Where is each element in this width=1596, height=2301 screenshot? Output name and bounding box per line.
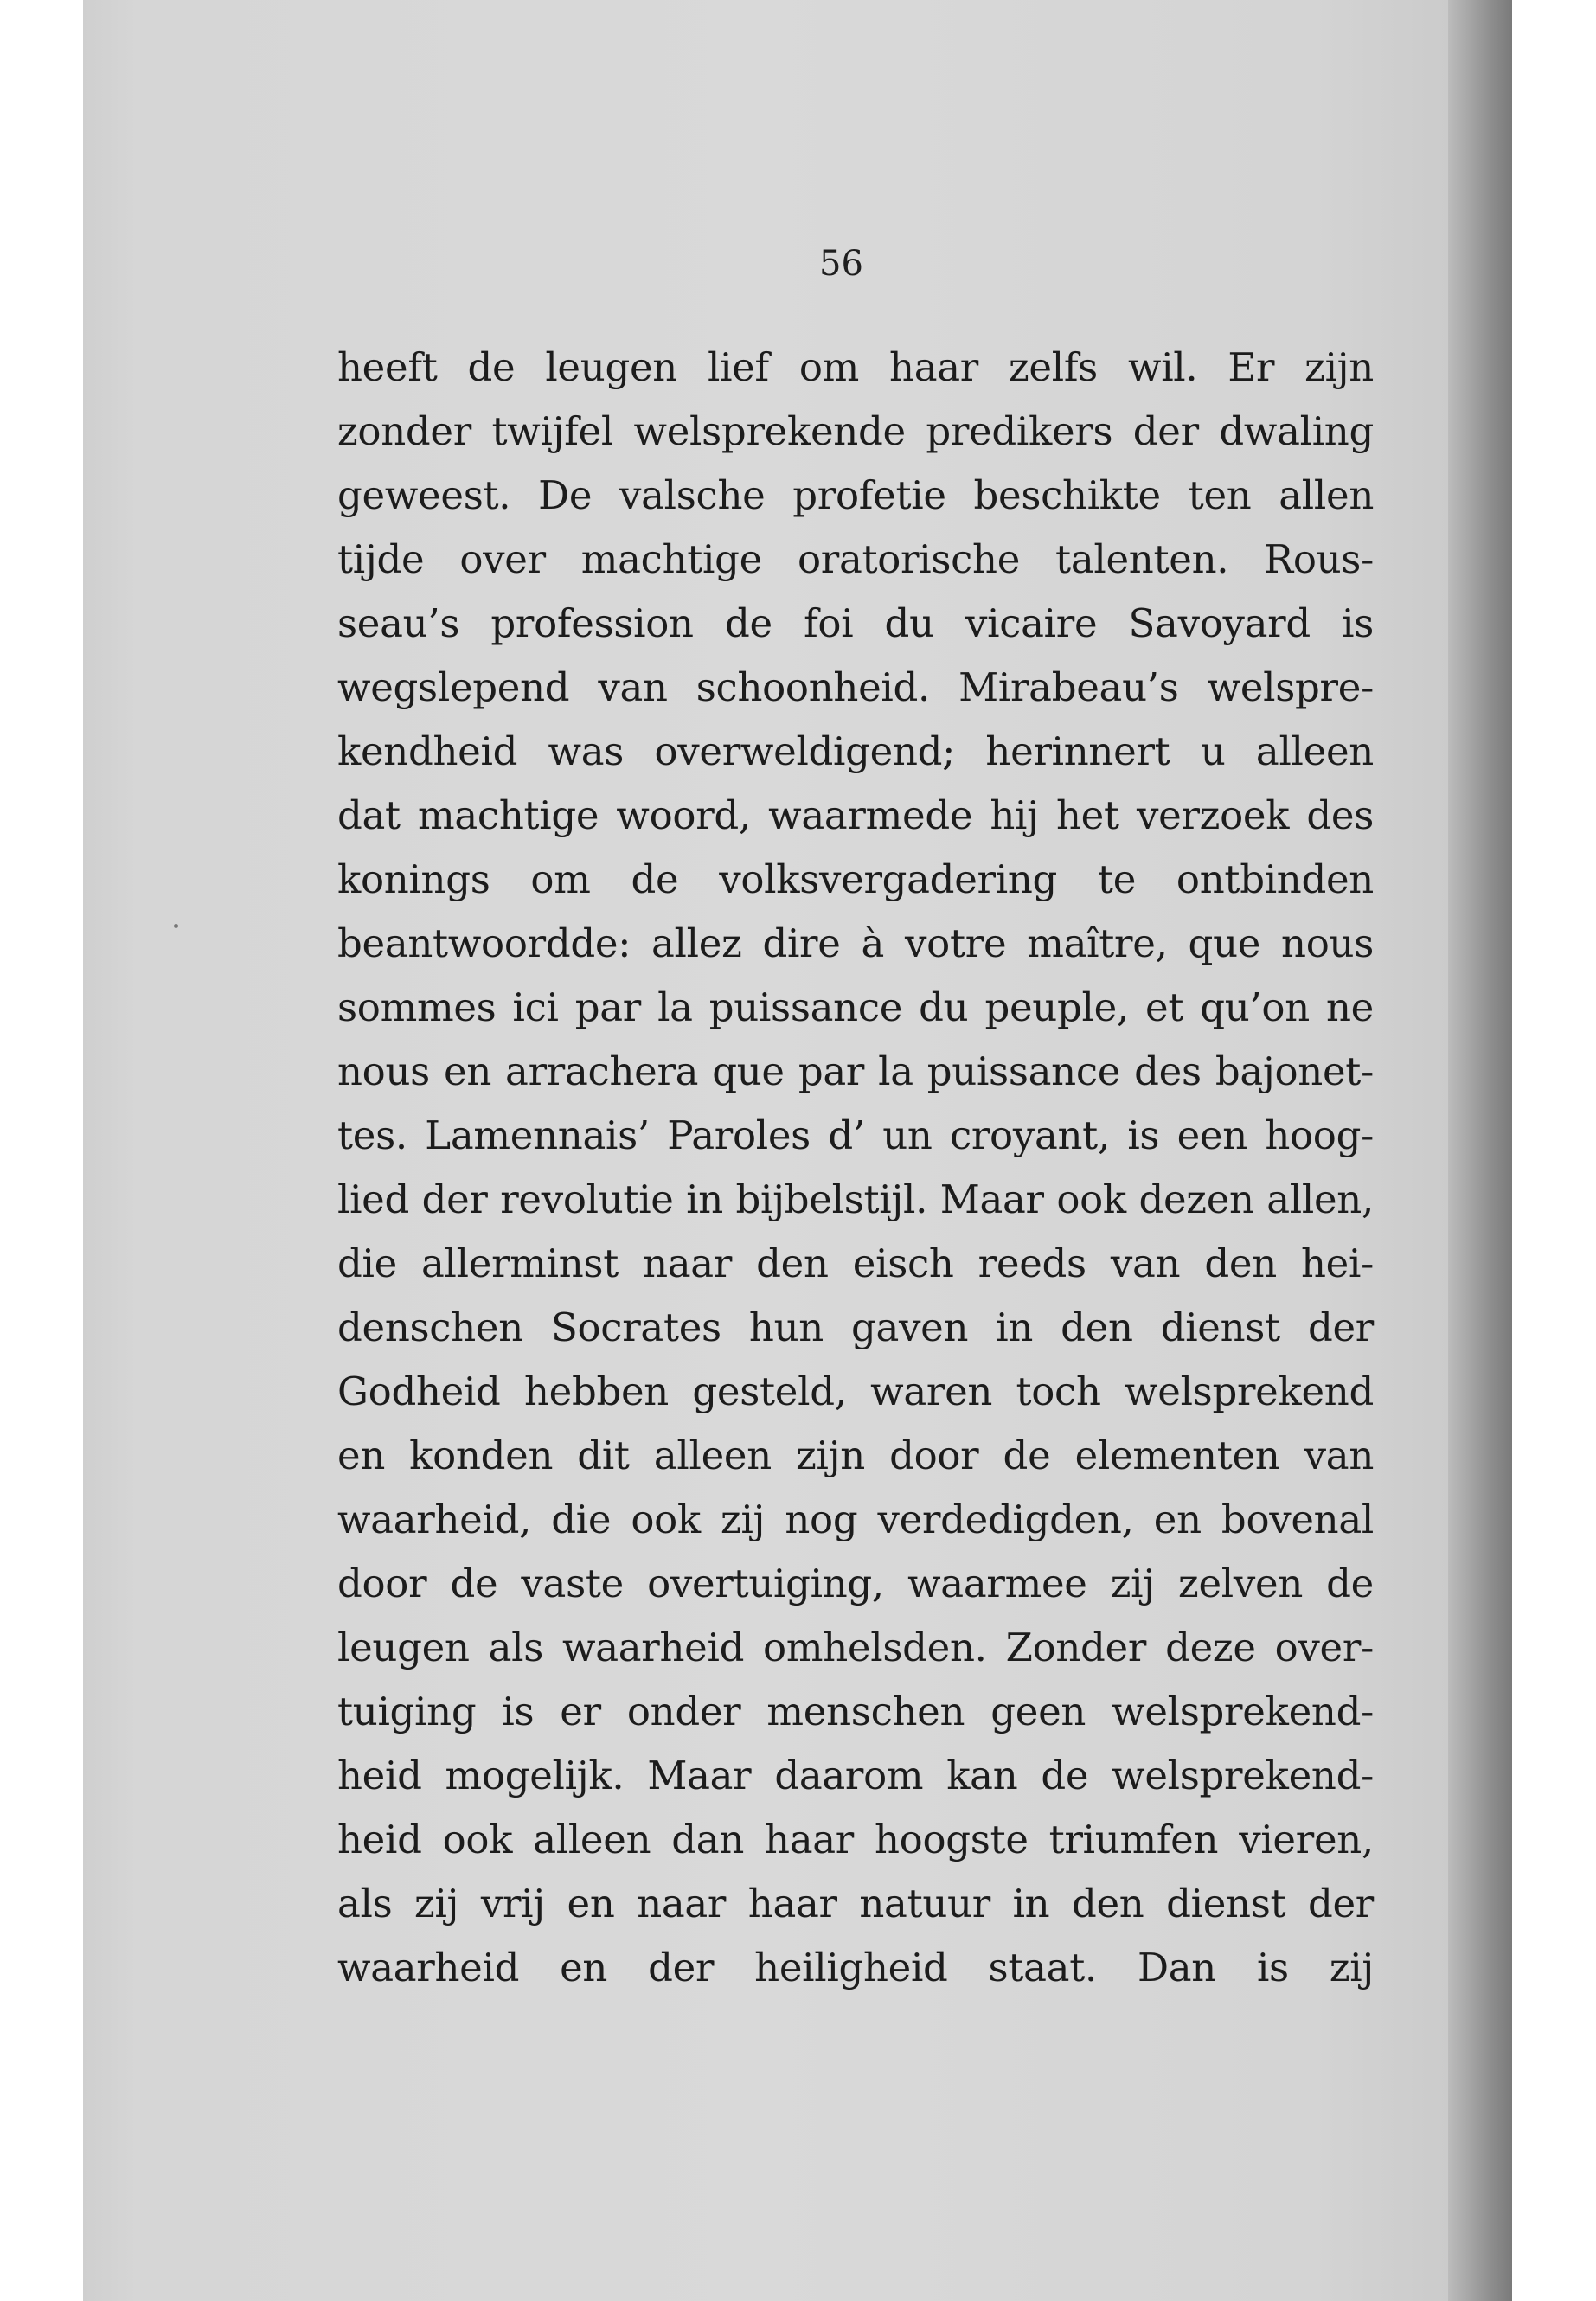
text-line: waarheid, die ook zij nog verdedigden, en bovenal (337, 1497, 1374, 1542)
text-line: kendheid was overweldigend; herinnert u alleen (337, 728, 1374, 774)
text-line: en konden dit alleen zijn door de elementen van (337, 1433, 1374, 1478)
page-edge-shadow (1448, 0, 1512, 2301)
text-line: wegslepend van schoonheid. Mirabeau’s welspre- (337, 664, 1374, 710)
text-line: sommes ici par la puissance du peuple, et qu’on ne (337, 984, 1374, 1030)
body-text (337, 336, 1374, 2000)
text-line: konings om de volksvergadering te ontbinden (337, 856, 1374, 902)
text-line: geweest. De valsche profetie beschikte ten allen (337, 472, 1374, 518)
text-line: nous en arrachera que par la puissance des bajonet- (337, 1048, 1374, 1094)
text-line: tes. Lamennais’ Paroles d’ un croyant, is een hoog- (337, 1112, 1374, 1158)
scan-left-margin (0, 0, 83, 2301)
text-line: door de vaste overtuiging, waarmee zij zelven de (337, 1561, 1374, 1606)
text-line: zonder twijfel welsprekende predikers der dwaling (337, 408, 1374, 454)
text-line: waarheid en der heiligheid staat. Dan is zij (337, 1945, 1374, 1990)
paper-speck (174, 924, 178, 928)
text-line: tuiging is er onder menschen geen welsprekend- (337, 1689, 1374, 1734)
text-line: seau’s profession de foi du vicaire Savoyard is (337, 600, 1374, 646)
text-line: heeft de leugen lief om haar zelfs wil. Er zijn (337, 344, 1374, 390)
text-line: leugen als waarheid omhelsden. Zonder deze over- (337, 1625, 1374, 1670)
text-line: tijde over machtige oratorische talenten. Rous- (337, 536, 1374, 582)
text-line: lied der revolutie in bijbelstijl. Maar ook dezen allen, (337, 1176, 1374, 1222)
text-line: heid mogelijk. Maar daarom kan de welsprekend- (337, 1753, 1374, 1798)
text-line: heid ook alleen dan haar hoogste triumfen vieren, (337, 1817, 1374, 1862)
text-line: als zij vrij en naar haar natuur in den dienst der (337, 1881, 1374, 1926)
page-number: 56 (819, 244, 863, 284)
text-line: Godheid hebben gesteld, waren toch welsprekend (337, 1368, 1374, 1414)
scan-right-margin (1512, 0, 1596, 2301)
text-line: dat machtige woord, waarmede hij het verzoek des (337, 792, 1374, 838)
text-line: beantwoordde: allez dire à votre maître, que nous (337, 920, 1374, 966)
text-line: denschen Socrates hun gaven in den dienst der (337, 1304, 1374, 1350)
text-line: die allerminst naar den eisch reeds van den hei- (337, 1240, 1374, 1286)
